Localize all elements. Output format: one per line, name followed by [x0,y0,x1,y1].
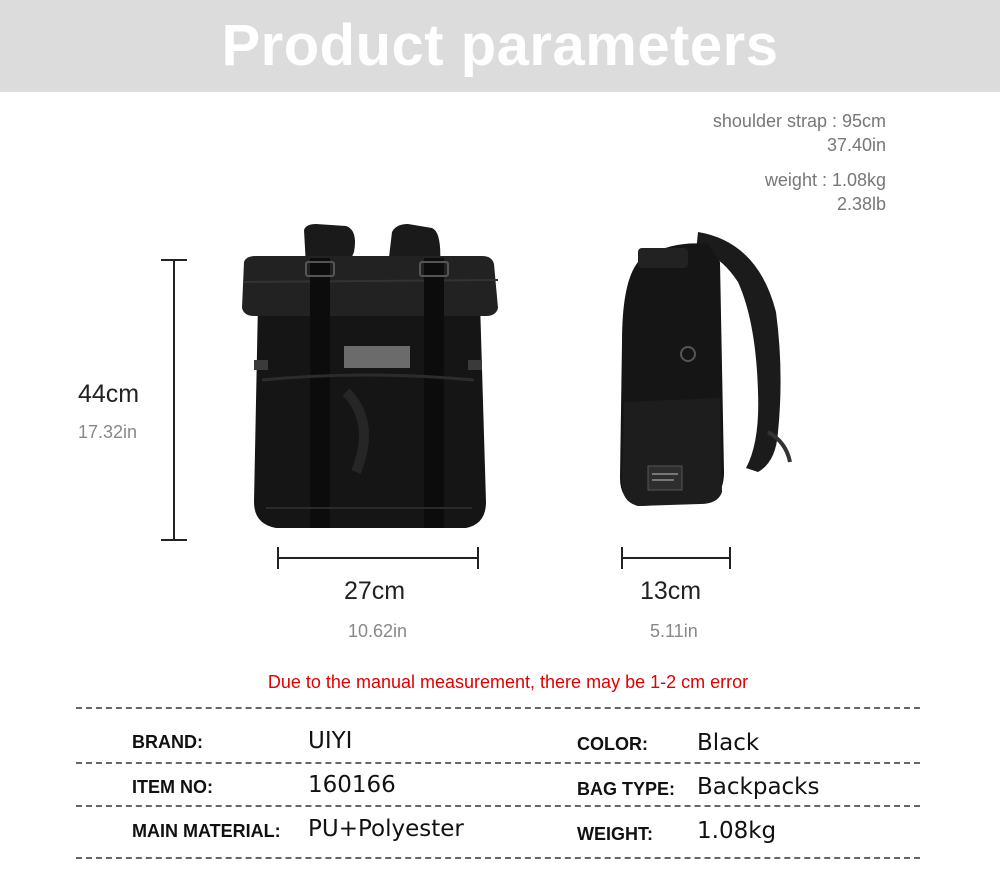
depth-in-label: 5.11in [650,621,698,641]
width-dimension-line [278,557,478,559]
main-material-value: PU+Polyester [308,816,464,842]
weight-lb: 2.38lb [836,194,886,214]
height-dimension-line [173,260,175,540]
table-divider-4 [76,857,920,859]
height-cm-label: 44cm [78,380,140,408]
bag-type-label: BAG TYPE: [577,779,676,799]
width-cm-label: 27cm [344,577,406,605]
measurement-note: Due to the manual measurement, there may be 1-2 cm error [267,672,749,692]
width-in-label: 10.62in [348,621,408,641]
depth-cap-right [729,547,731,569]
page-title: Product parameters [221,13,779,78]
shoulder-strap-cm: shoulder strap : 95cm [712,111,886,131]
weight-label: WEIGHT: [577,824,653,844]
height-cap-bottom [161,539,187,541]
table-divider-1 [76,707,920,709]
color-value: Black [697,730,760,756]
table-divider-3 [76,805,920,807]
brand-value: UIYI [308,728,353,754]
item-no-label: ITEM NO: [132,777,213,797]
depth-cm-label: 13cm [640,577,702,605]
width-cap-left [277,547,279,569]
shoulder-strap-in: 37.40in [826,135,886,155]
brand-label: BRAND: [132,732,203,752]
table-divider-2 [76,762,920,764]
bag-type-value: Backpacks [697,774,820,800]
color-label: COLOR: [577,734,648,754]
shoulder-strap-spec [713,109,886,157]
item-no-value: 160166 [308,772,396,798]
height-cap-top [161,259,187,261]
backpack-front-image [236,222,500,542]
height-in-label: 17.32in [78,422,138,442]
weight-value: 1.08kg [697,818,777,844]
depth-cap-left [621,547,623,569]
weight-spec [765,168,886,216]
main-material-label: MAIN MATERIAL: [132,821,281,841]
weight-kg: weight : 1.08kg [764,170,886,190]
depth-dimension-line [622,557,730,559]
width-cap-right [477,547,479,569]
backpack-side-image [608,222,808,522]
